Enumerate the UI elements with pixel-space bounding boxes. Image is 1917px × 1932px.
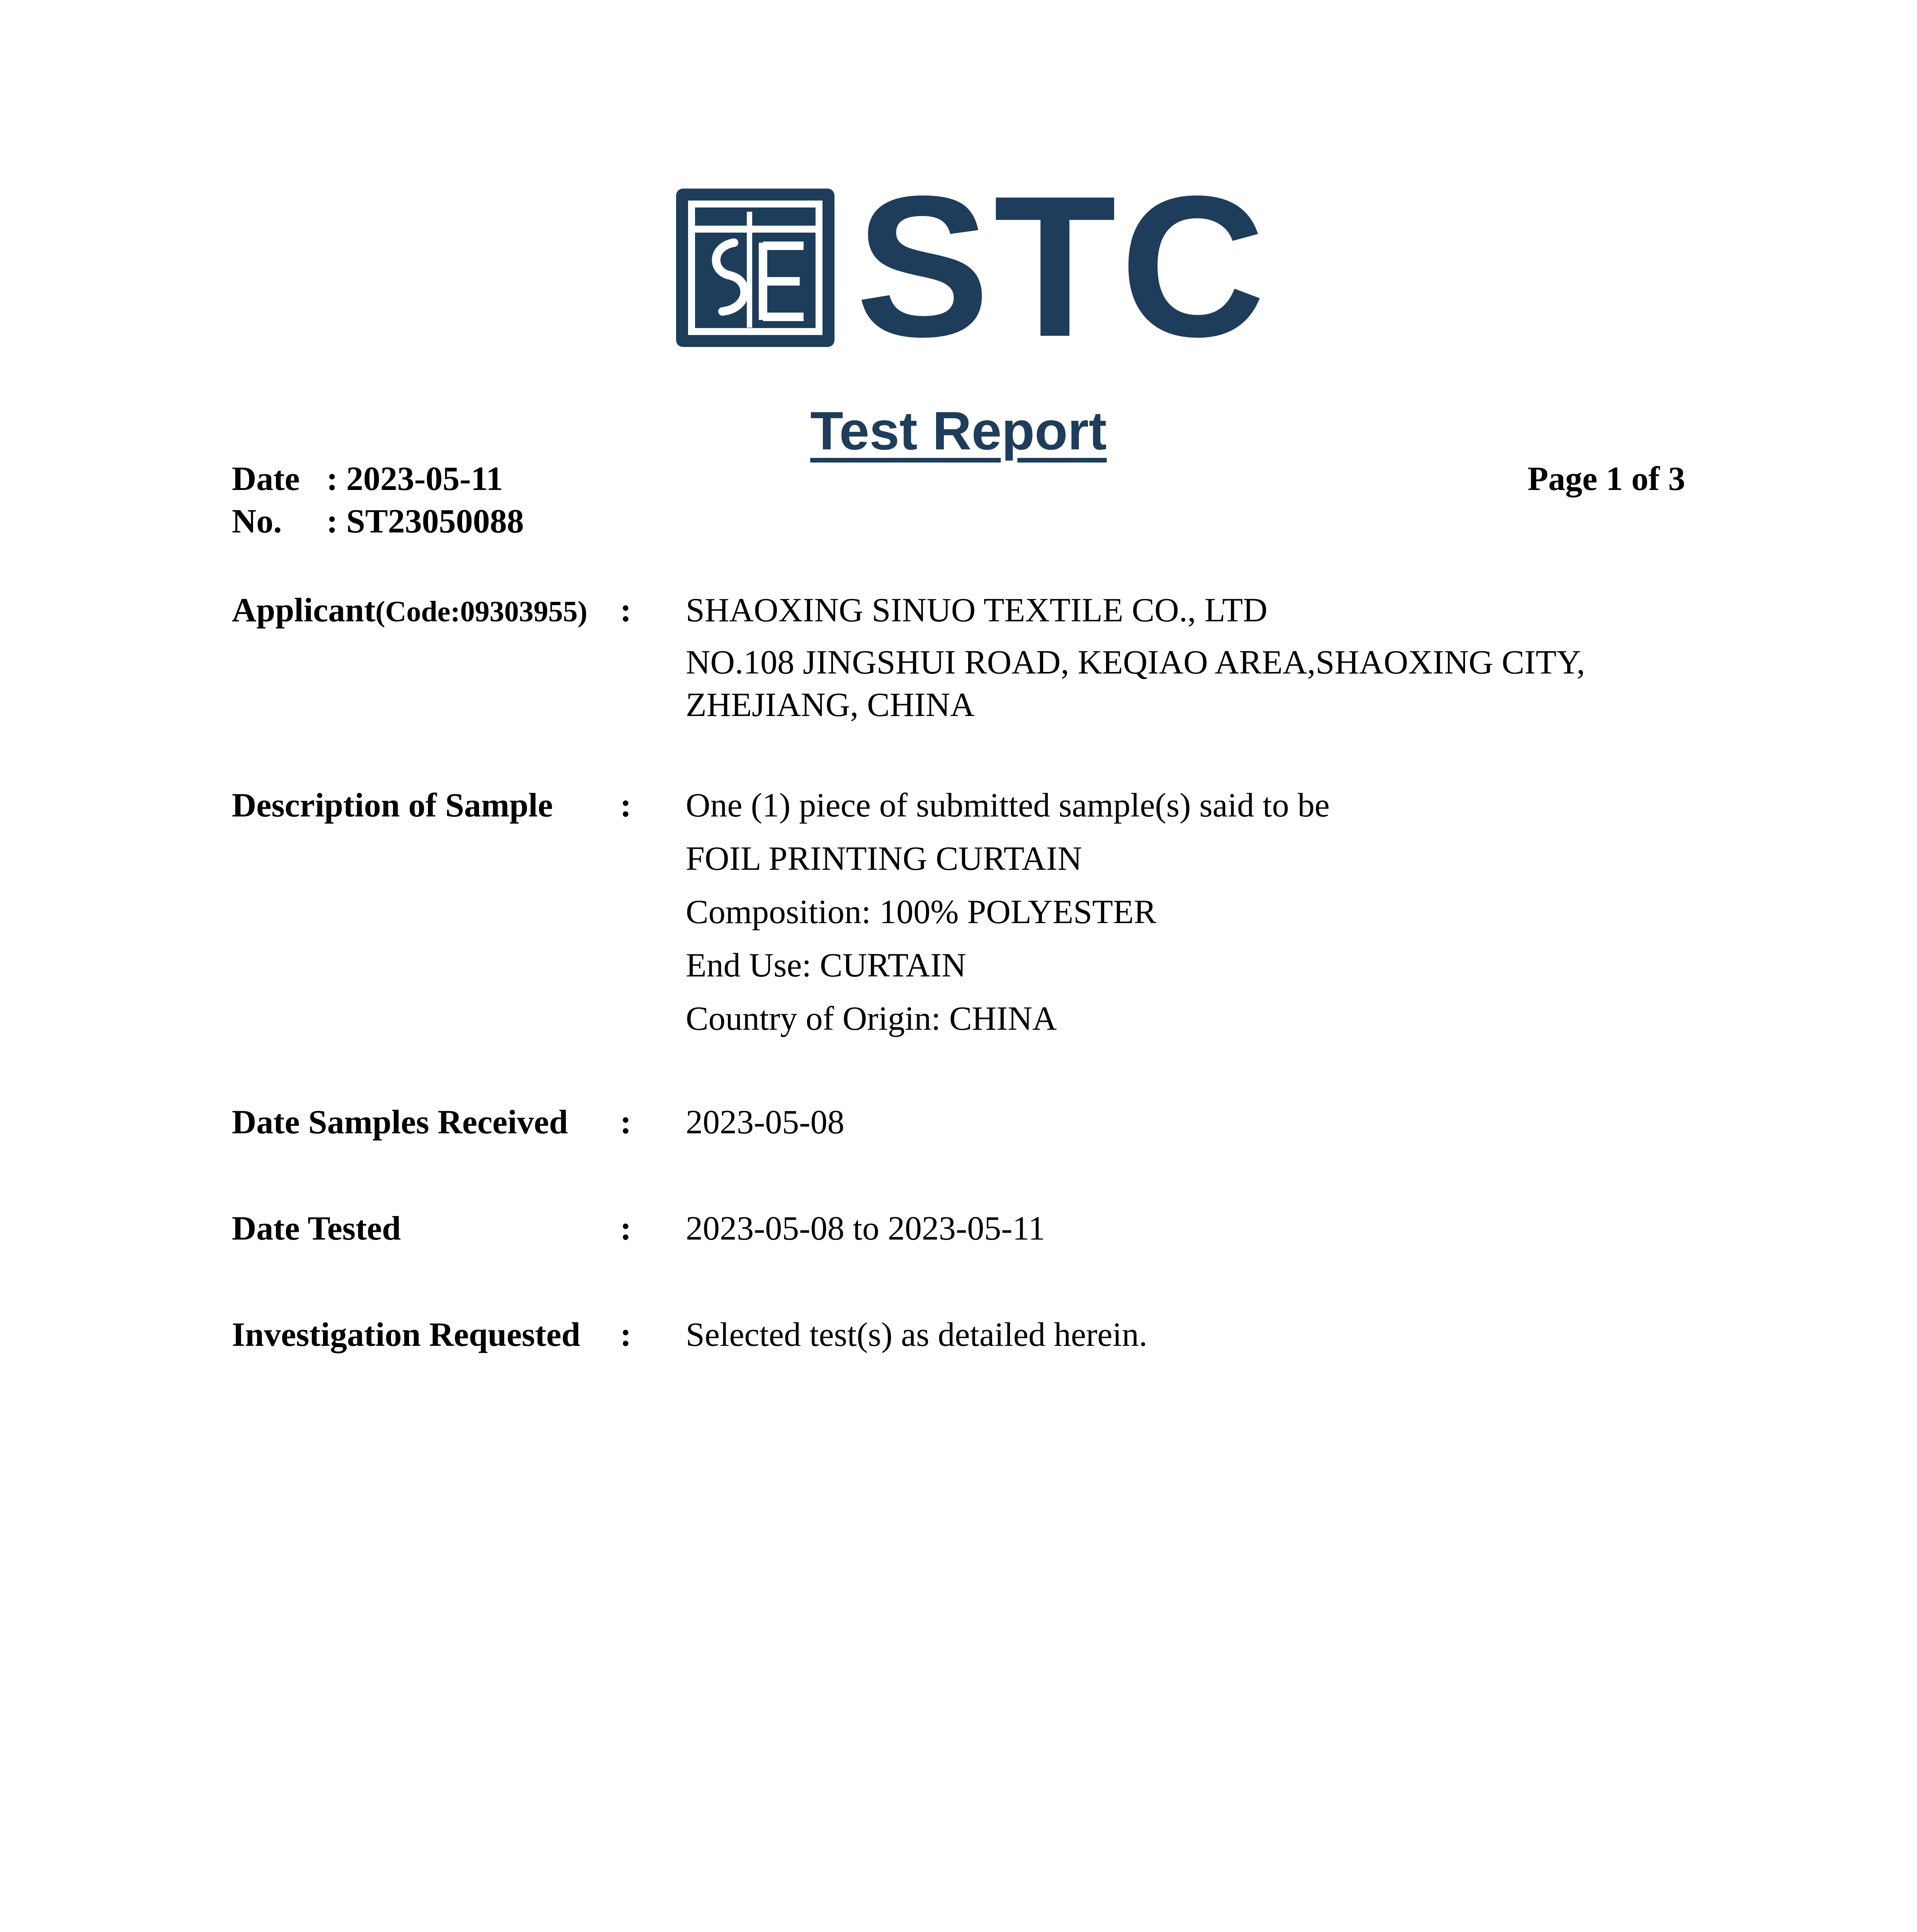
page-indicator: Page 1 of 3 [1527,460,1685,498]
report-date [232,458,503,500]
tested-colon: : [620,1210,632,1247]
applicant-line-1: SHAOXING SINUO TEXTILE CO., LTD [686,592,1268,629]
description-line-4: End Use: CURTAIN [686,947,966,984]
stc-monogram-icon [676,189,834,347]
investigation-value: Selected test(s) as detailed herein. [686,1316,1147,1354]
applicant-label-text: Applicant [232,592,376,629]
description-line-3: Composition: 100% POLYESTER [686,893,1157,931]
description-label: Description of Sample [232,787,553,824]
received-label: Date Samples Received [232,1104,568,1141]
applicant-line-2: NO.108 JINGSHUI ROAD, KEQIAO AREA,SHAOXING CITY, [686,644,1585,681]
report-title: Test Report [810,400,1107,461]
tested-value: 2023-05-08 to 2023-05-11 [686,1210,1045,1247]
description-line-2: FOIL PRINTING CURTAIN [686,840,1082,878]
stc-wordmark: STC [856,154,1269,379]
investigation-label: Investigation Requested [232,1316,581,1354]
description-colon: : [620,787,632,824]
date-value: : 2023-05-11 [326,460,503,498]
applicant-code: (Code:09303955) [375,595,588,628]
applicant-colon: : [620,592,632,629]
received-value: 2023-05-08 [686,1104,845,1141]
description-line-5: Country of Origin: CHINA [686,1000,1057,1037]
investigation-colon: : [620,1316,632,1354]
tested-label: Date Tested [232,1210,401,1247]
report-number [232,500,524,543]
applicant-label [232,589,587,633]
applicant-line-3: ZHEJIANG, CHINA [686,686,975,724]
number-value: : ST23050088 [326,503,524,540]
date-label: Date [232,460,300,498]
description-line-1: One (1) piece of submitted sample(s) said to be [686,787,1330,824]
received-colon: : [620,1104,632,1141]
number-label: No. [232,503,282,540]
